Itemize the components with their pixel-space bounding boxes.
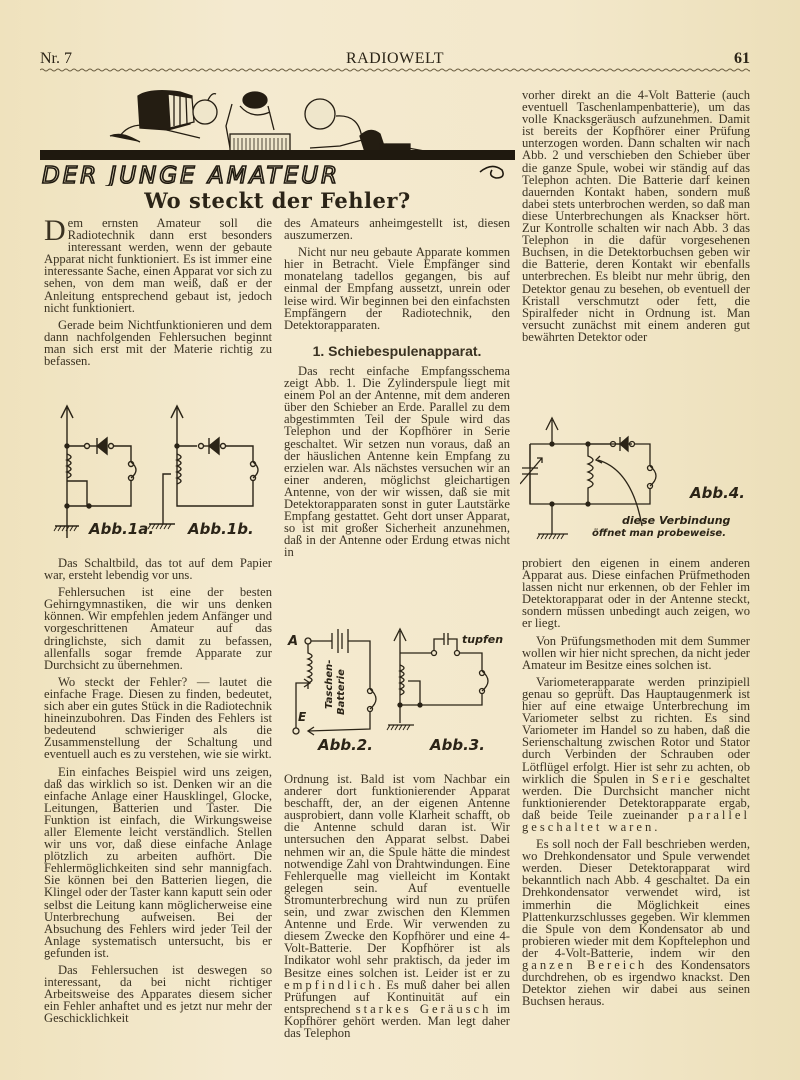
figure-abb-2-3 [282, 605, 510, 757]
spaced-emphasis: ganzen Bereich [522, 958, 648, 972]
running-header [40, 50, 750, 68]
paragraph: vorher direkt an die 4-Volt Batterie (auch eventuell Taschenlampenbatterie), um das volle Knacksgeräusch aufzunehmen. Damit ist bereits der Kopfhörer einer Prüfung unterzogen worden. Dann schalten wir nach Abb. 2 und verschieben den Schieber über die ganze Spule, wobei wir ständig auf das Telephon achten. Die Batterie darf keinen dauernden Kontakt haben, sondern muß dabei stets unterbrochen werden, so daß man diese Unterbrechungen als Knackser hört. Zur Kontrolle schalten wir nach Abb. 3 das Telephon in die dafür vorgesehenen Buchsen, in die Detektorbuchsen geben wir die Batterie, deren Kontakt wir ebenfalls unterbrechen. Es bleibt nur mehr übrig, den Detektor genau zu besehen, ob eventuell der Kristall verschmutzt oder fett, die Spiralfeder nicht in Ordnung ist. Man versucht zunächst mit einem anderen gut bewährten Detektor oder [522, 88, 750, 344]
annotation-line-1: diese Verbindung [622, 514, 731, 527]
figure-label-abb-2: Abb.2. [318, 736, 373, 754]
article-title: Wo steckt der Fehler? [144, 188, 411, 213]
label-battery-1: Taschen- [324, 659, 335, 709]
label-earth-E: E [298, 710, 307, 724]
spaced-emphasis: Serie [651, 771, 693, 786]
paragraph: Fehlersuchen ist eine der besten Gehirngymnastiken, die wir uns denken können. Wir empfehlen jedem Anfänger und vorgeschrittenen Amateur auf das dringlichste, sich damit zu befassen, allenfalls sogar fremde Apparate zur Durchsicht zu übernehmen. [44, 585, 272, 672]
column-3-bottom [522, 557, 750, 1012]
figure-label-abb-1a: Abb.1a. [89, 520, 155, 538]
label-battery-2: Batterie [336, 669, 347, 715]
column-1-bottom [44, 557, 272, 1029]
paragraph: Von Prüfungsmethoden mit dem Summer wollen wir hier nicht sprechen, da nicht jeder Amateur im Besitze eines solchen ist. [522, 633, 751, 672]
label-antenna-A: A [288, 634, 299, 649]
paragraph-text: em ernsten Amateur soll die Radiotechnik dann erst besonders interessant werden, wenn der gebaute Apparat nicht funktioniert. Es ist immer eine interessante Sache, einen Apparat vor sich zu sehen, von dem man weiß, daß er der Anleitung entsprechend gebaut ist, jedoch nicht funktioniert. [44, 216, 272, 315]
label-tupfen: tupfen [462, 633, 504, 646]
kid-figure-right [305, 99, 430, 152]
column-1-top [44, 214, 272, 372]
paragraph: Das recht einfache Empfangsschema zeigt Abb. 1. Die Zylinderspule liegt mit einem Pol an der Antenne, mit dem anderen über den Schieber an Erde. Parallel zu dem abgestimmten Teil der Spule wird das Telephon und der Kopfhörer in Serie geschaltet. Wir setzen nun voraus, daß an der häuslichen Antenne kein Empfang zu erzielen war. Als nächstes versuchen wir an einer anderen, möglichst gleichartigen Antenne, von der wir wissen, daß sie mit Detektorapparaten sonst in guter Lautstärke Empfang gestattet. Geht dort unser Apparat, so ist mit großer Sicherheit anzunehmen, daß in der Antenne oder Erdung etwas nicht in [284, 363, 510, 560]
banner-illustration [40, 86, 515, 186]
paragraph-text: im Kopfhörer gehört werden. Man legt daher das Telephon [284, 1001, 510, 1040]
column-3-top [522, 89, 750, 348]
paragraph [522, 676, 750, 833]
circuit-abb-1a [54, 406, 136, 538]
paragraph: des Amateurs anheimgestellt ist, diesen auszumerzen. [284, 216, 510, 243]
paragraph-text: Ordnung ist. Bald ist vom Nachbar ein anderer dort funktionierender Apparat beschafft, der, an der eigenen Antenne ausprobiert, dann volle Klarheit schafft, ob die Antenne schuld daran ist. Wir untersuchen den Apparat selbst. Dabei nehmen wir an, die Spule hätte die mindest notwendige Zahl von Drahtwindungen. Eine Fehlerquelle mag vielleicht im Kontakt gelegen sein. Auf eventuelle Stromunterbrechung wird nun zu prüfen sein, und zwar zwischen den Klemmen Antenne und Erde. Wir verwenden zu diesem Zwecke den Kopfhörer und eine 4-Volt-Batterie. Der Kopfhörer ist als Indikator wohl sehr praktisch, da jeder im Besitze eines solchen ist. Leider ist er zu [284, 772, 510, 980]
kid-figure-middle [226, 92, 290, 152]
paragraph-text: des Kondensators durchdrehen, ob es irgendwo knackst. Den Detektor ziehen wir dabei aus seinen Buchsen heraus. [522, 958, 750, 1009]
spaced-emphasis: parallel geschaltet waren. [522, 807, 750, 834]
figure-label-abb-4: Abb.4. [690, 484, 745, 502]
column-2-top [284, 217, 510, 563]
paragraph [44, 214, 272, 315]
spaced-emphasis: starkes Geräusch [355, 1001, 492, 1016]
drop-cap: D [44, 214, 66, 247]
kid-figure-left [110, 91, 217, 142]
banner-text: DER JUNGE AMATEUR [42, 163, 341, 186]
column-2-bottom [284, 773, 510, 1044]
circuit-abb-2 [287, 629, 376, 735]
section-heading: 1. Schiebespulenapparat. [312, 342, 482, 359]
magazine-name: RADIOWELT [345, 50, 445, 67]
paragraph-text: geschaltet werden. Die Durchsicht mancher nicht funktionierender Detektorapparate ergab, daß beide Teile zueinander [522, 771, 750, 822]
circuit-abb-1b [148, 406, 258, 529]
spaced-emphasis: empfindlich [284, 977, 378, 992]
figure-label-abb-3: Abb.3. [430, 736, 485, 754]
paragraph [284, 773, 510, 1039]
issue-number: Nr. 7 [40, 50, 72, 67]
banner-bar [40, 150, 515, 160]
paragraph: Nicht nur neu gebaute Apparate kommen hier in Betracht. Viele Empfänger sind monatelang tadellos gegangen, bis auf einmal der Empfang aussetzt, unrein oder leise wird. Wir beginnen bei den einfachsten Empfängern der Radiotechnik, den Detektorapparaten. [284, 245, 510, 332]
paragraph: Das Fehlersuchen ist deswegen so interessant, da bei nicht richtiger Arbeitsweise des Apparates diesem sicher ein Fehler anhaftet und es jetzt nur mehr der Geschicklichkeit [44, 963, 272, 1026]
paragraph: probiert den eigenen in einem anderen Apparat aus. Diese einfachen Prüfmethoden lassen nicht nur erkennen, ob der Fehler im Detektorapparat oder in der Antenne steckt, sondern müssen unbedingt auch zeigen, wo er liegt. [522, 556, 750, 631]
paragraph-text: Variometerapparate werden prinzipiell genau so geprüft. Das Hauptaugenmerk ist hier auf eine etwaige Unterbrechung im Variometer selbst zu richten. Es sind Variometer im Handel so zu haben, daß die Serienschaltung zwischen Rotor und Stator durch Verbinden der Schrauben oder Lötflügel erfolgt. Hier ist sehr zu achten, ob wirklich die Spulen in [522, 674, 750, 786]
header-wavy-rule [40, 68, 750, 72]
figure-abb-4 [520, 410, 755, 548]
paragraph: Wo steckt der Fehler? — lautet die einfache Frage. Diesen zu finden, bedeutet, sich aber ein gutes Stück in die Radiotechnik hineinzubohren. Das Finden des Fehlers ist bedeutend schwieriger als die Zusammenstellung der Schaltung und eventuell auch es zu verstehen, wie sie wirkt. [44, 674, 272, 762]
section-banner [40, 86, 515, 186]
paragraph: Ein einfaches Beispiel wird uns zeigen, daß das wirklich so ist. Denken wir an die einfache Anlage einer Hausklingel, Glocke, Leitungen, Batterien und Taster. Die Funktion ist einfach, die Wirkungsweise aller Elemente leicht verständlich. Stellen wir uns vor, daß diese einfache Anlage plötzlich zu arbeiten aufhört. Die Fehlermöglichkeiten sind sehr mannigfach. Sie können bei den Batterien liegen, die Klingel oder der Taster kann kaputt sein oder selbst die Leitung kann möglicherweise eine Unterbrechung aufweisen. Bei der Absuchung des Fehlers wird jeder Teil der Anlage systematisch untersucht, bis er gefunden ist. [44, 764, 272, 960]
paragraph: Gerade beim Nichtfunktionieren und dem dann nachfolgenden Fehlersuchen beginnt man sich erst mit der Materie richtig zu befassen. [44, 317, 272, 369]
paragraph-text: Es soll noch der Fall beschrieben werden, wo Drehkondensator und Spule verwendet werden. Dieser Detektorapparat wird bekanntlich nach Abb. 4 geschaltet. Da ein Drehkondensator verwendet wird, ist immerhin die Möglichkeit eines Plattenkurzschlusses gegeben. Wir klemmen die Spule von dem Kondensator ab und probieren wieder mit dem Kopftelephon und der 4-Volt-Batterie, indem wir den [522, 837, 750, 960]
circuit-abb-3 [387, 629, 503, 730]
paragraph [522, 838, 750, 1007]
paragraph-text: . Es muß daher bei allen Prüfungen auf Kontinuität auf ein entsprechend [284, 977, 510, 1016]
page-number: 61 [734, 50, 750, 67]
annotation-line-2: öffnet man probeweise. [592, 528, 727, 539]
paragraph: Das Schaltbild, das tot auf dem Papier war, ersteht lebendig vor uns. [44, 556, 272, 583]
banner-swirl [480, 166, 503, 178]
figure-label-abb-1b: Abb.1b. [188, 520, 254, 538]
figure-abb-1 [45, 398, 280, 548]
